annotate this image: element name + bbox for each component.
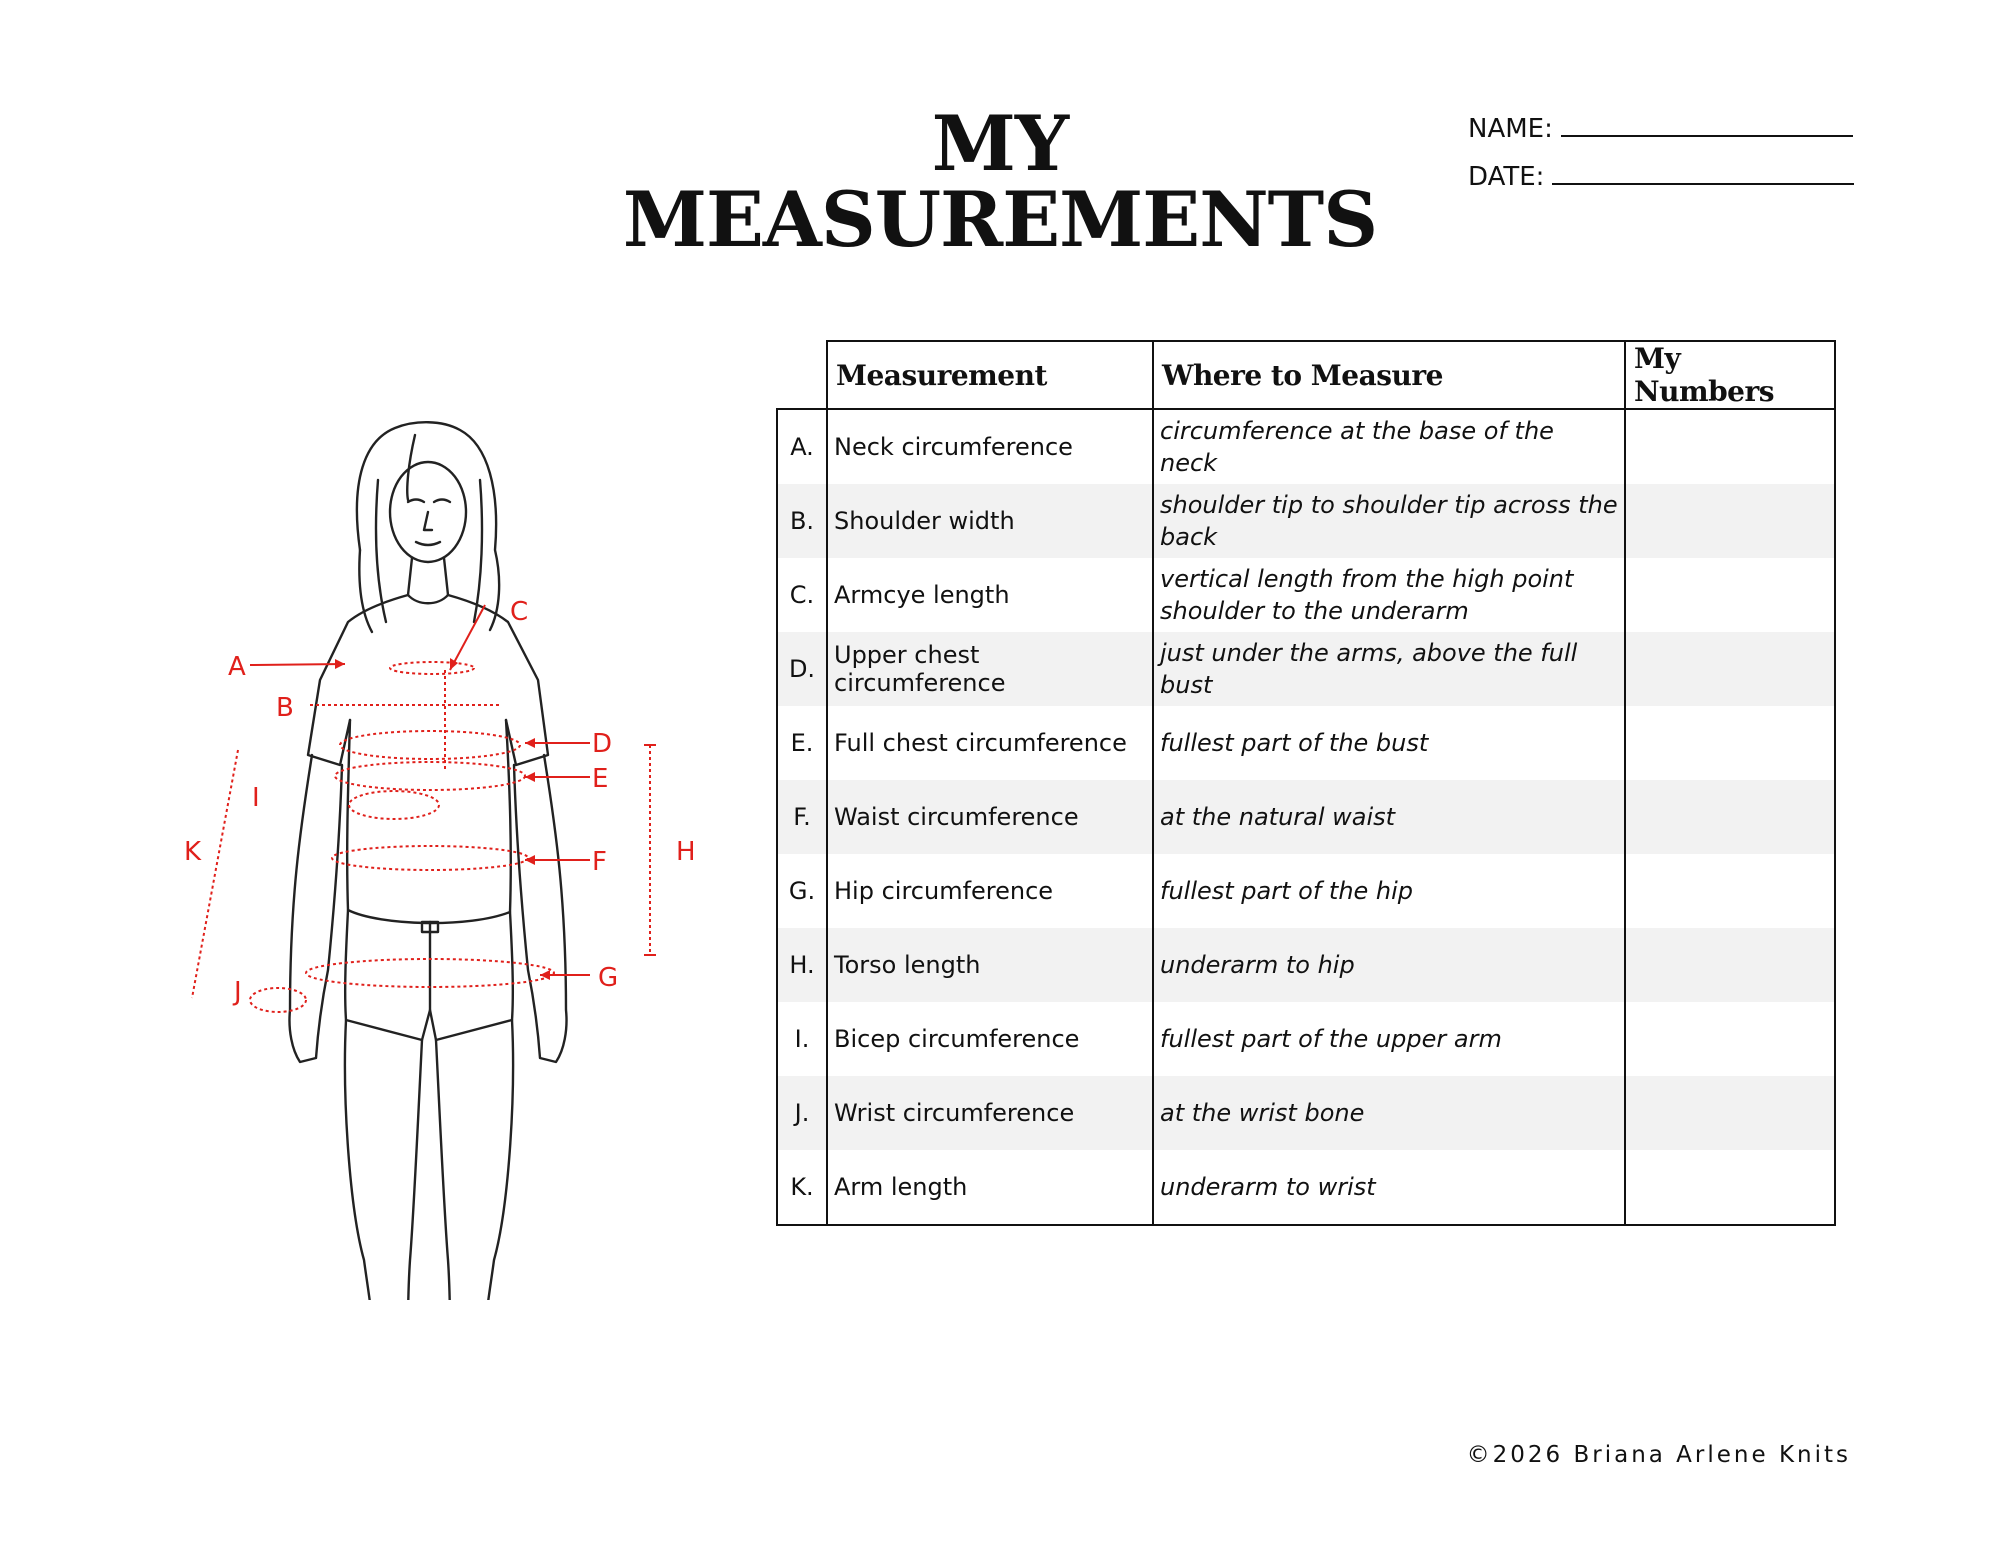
table-row xyxy=(777,1002,1835,1076)
row-measurement: Shoulder width xyxy=(827,484,1153,558)
row-letter: I. xyxy=(777,1002,827,1076)
row-letter: E. xyxy=(777,706,827,780)
row-measurement: Full chest circumference xyxy=(827,706,1153,780)
copyright-notice: ©2026 Briana Arlene Knits xyxy=(1466,1442,1851,1468)
marker-j-ellipse xyxy=(250,988,306,1012)
woman-figure-outline xyxy=(289,422,566,1300)
date-label: DATE: xyxy=(1468,162,1545,192)
row-measurement: Waist circumference xyxy=(827,780,1153,854)
label-f: F xyxy=(592,847,607,877)
name-blank-line[interactable] xyxy=(1561,135,1853,137)
name-label: NAME: xyxy=(1468,114,1553,144)
row-measurement: Neck circumference xyxy=(827,409,1153,484)
row-where: fullest part of the upper arm xyxy=(1153,1002,1625,1076)
label-a: A xyxy=(228,652,246,682)
marker-a-neck-ellipse xyxy=(390,662,474,674)
row-measurement: Hip circumference xyxy=(827,854,1153,928)
label-c: C xyxy=(510,597,529,627)
label-b: B xyxy=(276,693,294,723)
row-my-number-field[interactable] xyxy=(1625,1150,1835,1225)
row-measurement: Bicep circumference xyxy=(827,1002,1153,1076)
row-where: shoulder tip to shoulder tip across the back xyxy=(1153,484,1625,558)
label-h: H xyxy=(676,837,696,867)
label-k: K xyxy=(184,837,202,867)
table-row xyxy=(777,706,1835,780)
row-measurement: Arm length xyxy=(827,1150,1153,1225)
marker-f-ellipse xyxy=(332,846,528,870)
row-letter: C. xyxy=(777,558,827,632)
row-letter: G. xyxy=(777,854,827,928)
header-where-to-measure: Where to Measure xyxy=(1153,341,1625,409)
date-blank-line[interactable] xyxy=(1552,183,1854,185)
table-row xyxy=(777,854,1835,928)
row-measurement: Armcye length xyxy=(827,558,1153,632)
row-my-number-field[interactable] xyxy=(1625,558,1835,632)
row-letter: D. xyxy=(777,632,827,706)
row-my-number-field[interactable] xyxy=(1625,484,1835,558)
row-letter: K. xyxy=(777,1150,827,1225)
row-where: underarm to wrist xyxy=(1153,1150,1625,1225)
row-where: just under the arms, above the full bust xyxy=(1153,632,1625,706)
marker-d-ellipse xyxy=(340,731,520,759)
marker-c-arrow xyxy=(450,605,485,670)
row-letter: H. xyxy=(777,928,827,1002)
marker-labels xyxy=(184,597,696,1007)
label-d: D xyxy=(592,729,613,759)
marker-i-ellipse xyxy=(349,791,439,819)
table-row xyxy=(777,928,1835,1002)
marker-k-line xyxy=(192,750,238,998)
row-where: underarm to hip xyxy=(1153,928,1625,1002)
row-letter: B. xyxy=(777,484,827,558)
row-where: fullest part of the hip xyxy=(1153,854,1625,928)
table-row xyxy=(777,1076,1835,1150)
row-my-number-field[interactable] xyxy=(1625,1002,1835,1076)
table-row xyxy=(777,558,1835,632)
row-where: circumference at the base of the neck xyxy=(1153,409,1625,484)
marker-a-arrow xyxy=(250,664,345,665)
row-my-number-field[interactable] xyxy=(1625,854,1835,928)
page-title: MY MEASUREMENTS xyxy=(622,99,1378,264)
row-where: vertical length from the high point shoulder to the underarm xyxy=(1153,558,1625,632)
table-row xyxy=(777,484,1835,558)
row-my-number-field[interactable] xyxy=(1625,1076,1835,1150)
table-row xyxy=(777,632,1835,706)
table-row xyxy=(777,780,1835,854)
row-letter: F. xyxy=(777,780,827,854)
row-measurement: Upper chest circumference xyxy=(827,632,1153,706)
table-row xyxy=(777,1150,1835,1225)
row-where: fullest part of the bust xyxy=(1153,706,1625,780)
marker-arrowheads xyxy=(335,658,550,980)
label-i: I xyxy=(252,783,260,813)
row-measurement: Wrist circumference xyxy=(827,1076,1153,1150)
body-measurement-figure xyxy=(150,250,710,1300)
marker-e-ellipse xyxy=(335,762,525,790)
row-my-number-field[interactable] xyxy=(1625,928,1835,1002)
row-my-number-field[interactable] xyxy=(1625,706,1835,780)
row-measurement: Torso length xyxy=(827,928,1153,1002)
header-my-numbers: My Numbers xyxy=(1625,341,1835,409)
label-e: E xyxy=(592,764,609,794)
label-g: G xyxy=(598,963,619,993)
measurement-markers xyxy=(192,605,656,1012)
measurements-table xyxy=(776,340,1836,1226)
row-where: at the wrist bone xyxy=(1153,1076,1625,1150)
header-blank-cell xyxy=(777,341,827,409)
name-field[interactable] xyxy=(1468,114,1853,144)
table-header-row xyxy=(777,341,1835,409)
row-where: at the natural waist xyxy=(1153,780,1625,854)
row-my-number-field[interactable] xyxy=(1625,780,1835,854)
row-letter: J. xyxy=(777,1076,827,1150)
row-letter: A. xyxy=(777,409,827,484)
table-row xyxy=(777,409,1835,484)
label-j: J xyxy=(234,977,242,1007)
figure-illustration xyxy=(150,250,710,1300)
row-my-number-field[interactable] xyxy=(1625,632,1835,706)
row-my-number-field[interactable] xyxy=(1625,409,1835,484)
header-measurement: Measurement xyxy=(827,341,1153,409)
date-field[interactable] xyxy=(1468,162,1854,192)
